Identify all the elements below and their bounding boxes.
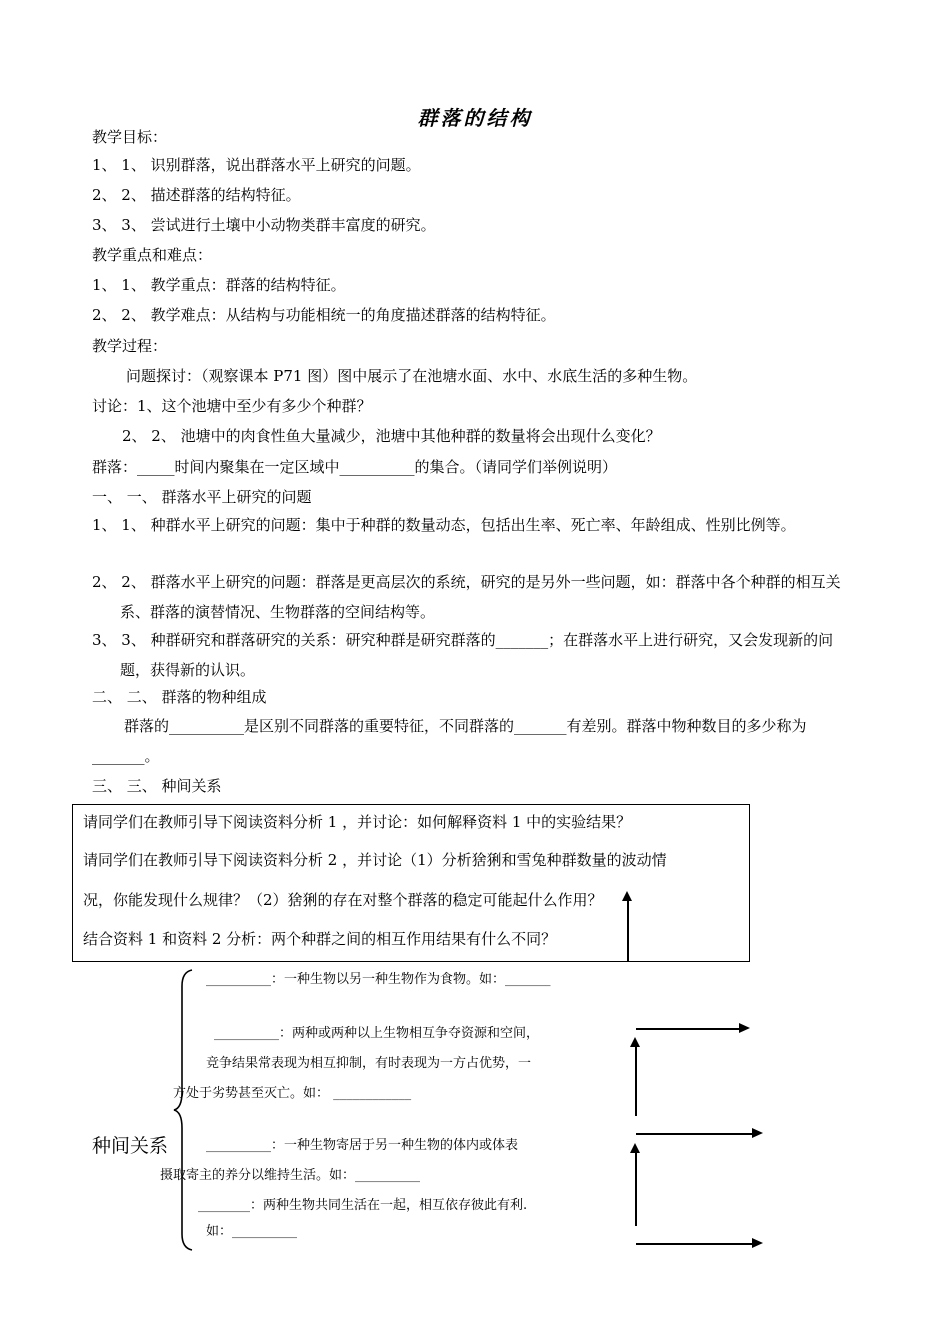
- right-arrow-icon: [636, 1243, 753, 1245]
- key-point-item: 1、 1、 教学重点：群落的结构特征。: [92, 276, 346, 294]
- inquiry-text: 问题探讨：（观察课本 P71 图）图中展示了在池塘水面、水中、水底生活的多种生物。: [126, 367, 698, 385]
- section-2-heading: 二、 二、 群落的物种组成: [92, 688, 267, 706]
- section-1-item-text: 2、 2、 群落水平上研究的问题：群落是更高层次的系统，研究的是另外一些问题，如：群落中各个种群的相互关系、群落的演替情况、生物群落的空间结构等。: [92, 573, 841, 621]
- discussion-question-1: 讨论：1、这个池塘中至少有多少个种群？: [92, 397, 372, 415]
- key-points-heading: 教学重点和难点：: [92, 246, 213, 264]
- right-arrow-icon: [636, 1133, 753, 1135]
- objectives-heading: 教学目标：: [92, 128, 168, 146]
- box-line: 况，你能发现什么规律？（2）猞猁的存在对整个群落的稳定可能起什么作用？: [83, 891, 603, 909]
- community-definition: 群落：_____时间内聚集在一定区域中__________的集合。（请同学们举例说明）: [92, 458, 618, 476]
- box-line: 请同学们在教师引导下阅读资料分析 1 ，并讨论：如何解释资料 1 中的实验结果？: [83, 813, 632, 831]
- relation-competition: __________：两种或两种以上生物相互争夺资源和空间，: [214, 1026, 540, 1041]
- section-1-item: [92, 567, 862, 627]
- objective-item: 3、 3、 尝试进行土壤中小动物类群丰富度的研究。: [92, 216, 436, 234]
- relation-mutualism-cont: 如：__________: [206, 1224, 298, 1239]
- curly-brace-icon: [168, 968, 198, 1252]
- box-up-arrow-line: [627, 900, 629, 962]
- section-3-heading: 三、 三、 种间关系: [92, 777, 222, 795]
- relation-competition-cont: 方处于劣势甚至灭亡。如： ____________: [173, 1086, 412, 1101]
- section-2-text: 群落的__________是区别不同群落的重要特征，不同群落的_______有差别。群落中物种数目的多少称为_______。: [92, 717, 807, 765]
- box-line: 结合资料 1 和资料 2 分析：两个种群之间的相互作用结果有什么不同？: [83, 930, 557, 948]
- process-heading: 教学过程：: [92, 337, 168, 355]
- up-arrow-icon: [635, 1152, 637, 1226]
- relation-predation: __________：一种生物以另一种生物作为食物。如：_______: [206, 972, 551, 987]
- section-1-item-text: 3、 3、 种群研究和群落研究的关系：研究种群是研究群落的_______；在群落水平上进行研究，又会发现新的问题，获得新的认识。: [92, 631, 834, 679]
- page-title: 群落的结构: [417, 106, 533, 130]
- right-arrow-icon: [636, 1028, 740, 1030]
- objective-item: 2、 2、 描述群落的结构特征。: [92, 186, 301, 204]
- relation-competition-cont: 竞争结果常表现为相互抑制，有时表现为一方占优势，一: [206, 1056, 532, 1071]
- reading-analysis-box: [72, 804, 750, 962]
- box-up-arrow-head: [622, 891, 632, 901]
- relations-label: 种间关系: [92, 1135, 169, 1157]
- discussion-question-2: 2、 2、 池塘中的肉食性鱼大量减少，池塘中其他种群的数量将会出现什么变化？: [122, 427, 661, 445]
- section-1-item-text: 1、 1、 种群水平上研究的问题：集中于种群的数量动态，包括出生率、死亡率、年龄组成、性别比例等。: [92, 516, 796, 534]
- relation-parasitism-cont: 摄取寄主的养分以维持生活。如：__________: [160, 1168, 421, 1183]
- box-line: 请同学们在教师引导下阅读资料分析 2 ，并讨论（1）分析猞猁和雪兔种群数量的波动情: [83, 851, 667, 869]
- objective-item: 1、 1、 识别群落，说出群落水平上研究的问题。: [92, 156, 421, 174]
- relation-mutualism: ________：两种生物共同生活在一起，相互依存彼此有利.: [198, 1198, 528, 1213]
- section-1-heading: 一、 一、 群落水平上研究的问题: [92, 488, 312, 506]
- up-arrow-icon: [635, 1046, 637, 1116]
- relation-parasitism: __________：一种生物寄居于另一种生物的体内或体表: [206, 1138, 519, 1153]
- section-1-item: [92, 510, 862, 540]
- key-point-item: 2、 2、 教学难点：从结构与功能相统一的角度描述群落的结构特征。: [92, 306, 556, 324]
- section-1-item: [92, 625, 862, 685]
